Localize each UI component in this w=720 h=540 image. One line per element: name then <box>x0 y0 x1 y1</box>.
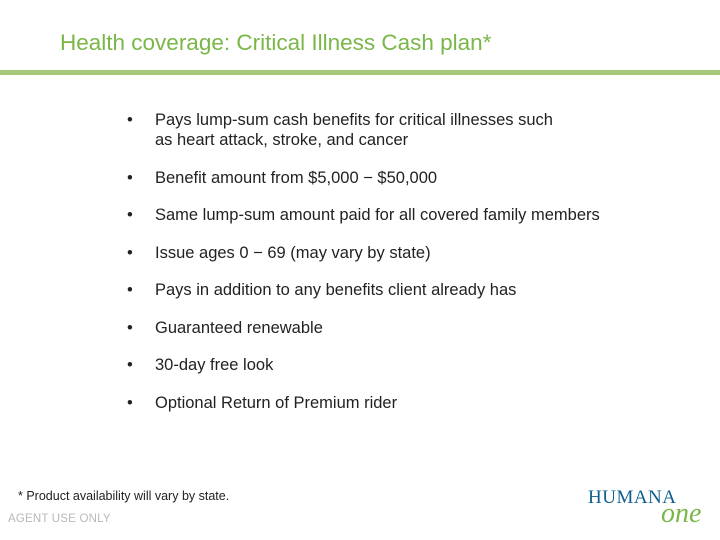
bullet-text: Pays lump-sum cash benefits for critical illnesses such as heart attack, stroke, and cancer <box>155 111 553 149</box>
bullet-marker: • <box>127 206 133 224</box>
bullet-text: Same lump-sum amount paid for all covered family members <box>155 206 600 224</box>
bullet-item <box>110 243 700 263</box>
bullet-item <box>110 318 700 338</box>
bullet-item <box>110 280 700 300</box>
logo-subword: one <box>661 498 702 529</box>
bullet-marker: • <box>127 111 133 129</box>
bullet-text: Issue ages 0 − 69 (may vary by state) <box>155 243 431 262</box>
bullet-item <box>110 355 700 375</box>
bullet-marker: • <box>127 243 133 262</box>
bullet-marker: • <box>127 393 133 412</box>
title-divider <box>0 70 720 75</box>
bullet-item <box>110 110 700 150</box>
bullet-text: Pays in addition to any benefits client already has <box>155 281 517 299</box>
bullet-text: Guaranteed renewable <box>155 318 323 337</box>
bullet-text: Optional Return of Premium rider <box>155 393 398 412</box>
bullet-marker: • <box>127 281 133 299</box>
bullet-list <box>110 110 700 430</box>
bullet-item <box>110 393 700 413</box>
bullet-marker: • <box>127 356 133 374</box>
humana-one-logo <box>588 487 713 532</box>
logo-wordmark: HUMANA <box>588 487 677 508</box>
bullet-marker: • <box>127 168 133 187</box>
bullet-item <box>110 205 700 225</box>
agent-use-notice: AGENT USE ONLY <box>8 513 111 525</box>
bullet-item <box>110 168 700 188</box>
bullet-text: Benefit amount from $5,000 − $50,000 <box>155 168 438 187</box>
bullet-marker: • <box>127 318 133 337</box>
bullet-text: 30-day free look <box>155 356 274 374</box>
footnote: * Product availability will vary by state. <box>18 489 230 503</box>
slide-title: Health coverage: Critical Illness Cash plan* <box>60 30 492 55</box>
